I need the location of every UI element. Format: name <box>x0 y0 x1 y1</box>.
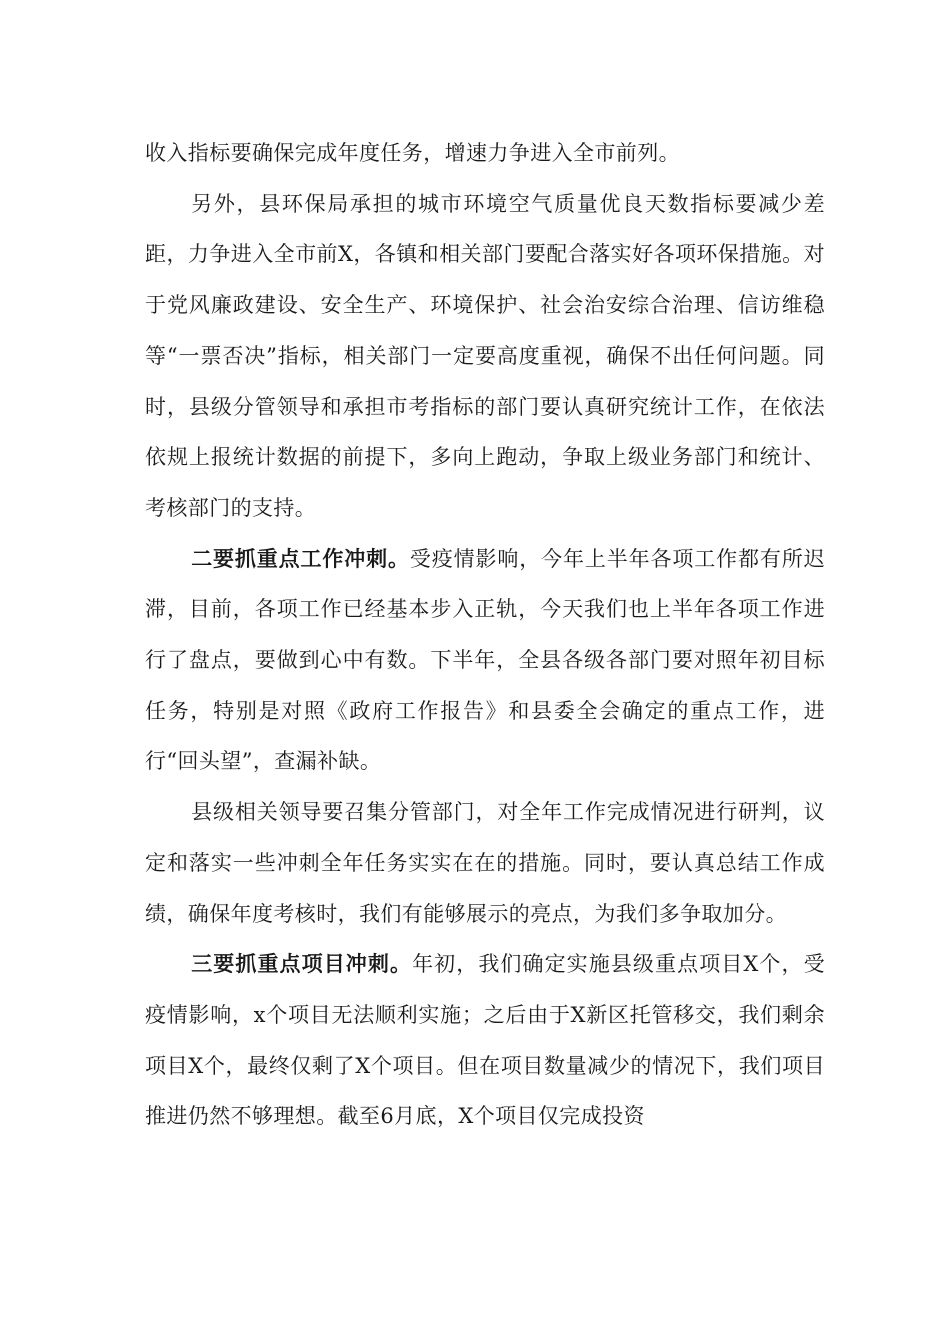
paragraph-text: 县级相关领导要召集分管部门，对全年工作完成情况进行研判，议定和落实一些冲刺全年任务实实在在的措施。同时，要认真总结工作成绩，确保年度考核时，我们有能够展示的亮点，为我们多争取加分。 <box>145 800 825 926</box>
paragraph-text: 另外，县环保局承担的城市环境空气质量优良天数指标要减少差距，力争进入全市前X，各镇和相关部门要配合落实好各项环保措施。对于党风廉政建设、安全生产、环境保护、社会治安综合治理、信访维稳等“一票否决”指标，相关部门一定要高度重视，确保不出任何问题。同时，县级分管领导和承担市考指标的部门要认真研究统计工作，在依法依规上报统计数据的前提下，多向上跑动，争取上级业务部门和统计、考核部门的支持。 <box>145 191 825 520</box>
paragraph-heading: 三要抓重点项目冲刺。 <box>191 951 413 977</box>
paragraph-text: 收入指标要确保完成年度任务，增速力争进入全市前列。 <box>145 141 680 165</box>
paragraph-continuation <box>145 128 825 179</box>
paragraph-key-projects <box>145 939 825 1142</box>
document-body <box>145 128 825 1142</box>
paragraph-text: 受疫情影响，今年上半年各项工作都有所迟滞，目前，各项工作已经基本步入正轨，今天我们也上半年各项工作进行了盘点，要做到心中有数。下半年，全县各级各部门要对照年初目标任务，特别是对照《政府工作报告》和县委全会确定的重点工作，进行“回头望”，查漏补缺。 <box>145 546 825 774</box>
paragraph-key-work <box>145 534 825 788</box>
paragraph-heading: 二要抓重点工作冲刺。 <box>191 545 410 571</box>
paragraph-environment <box>145 179 825 534</box>
paragraph-text: 年初，我们确定实施县级重点项目X个，受疫情影响，x个项目无法顺利实施；之后由于X新区托管移交，我们剩余项目X个，最终仅剩了X个项目。但在项目数量减少的情况下，我们项目推进仍然不够理想。截至6月底，X个项目仅完成投资 <box>145 952 825 1129</box>
paragraph-leaders <box>145 787 825 939</box>
